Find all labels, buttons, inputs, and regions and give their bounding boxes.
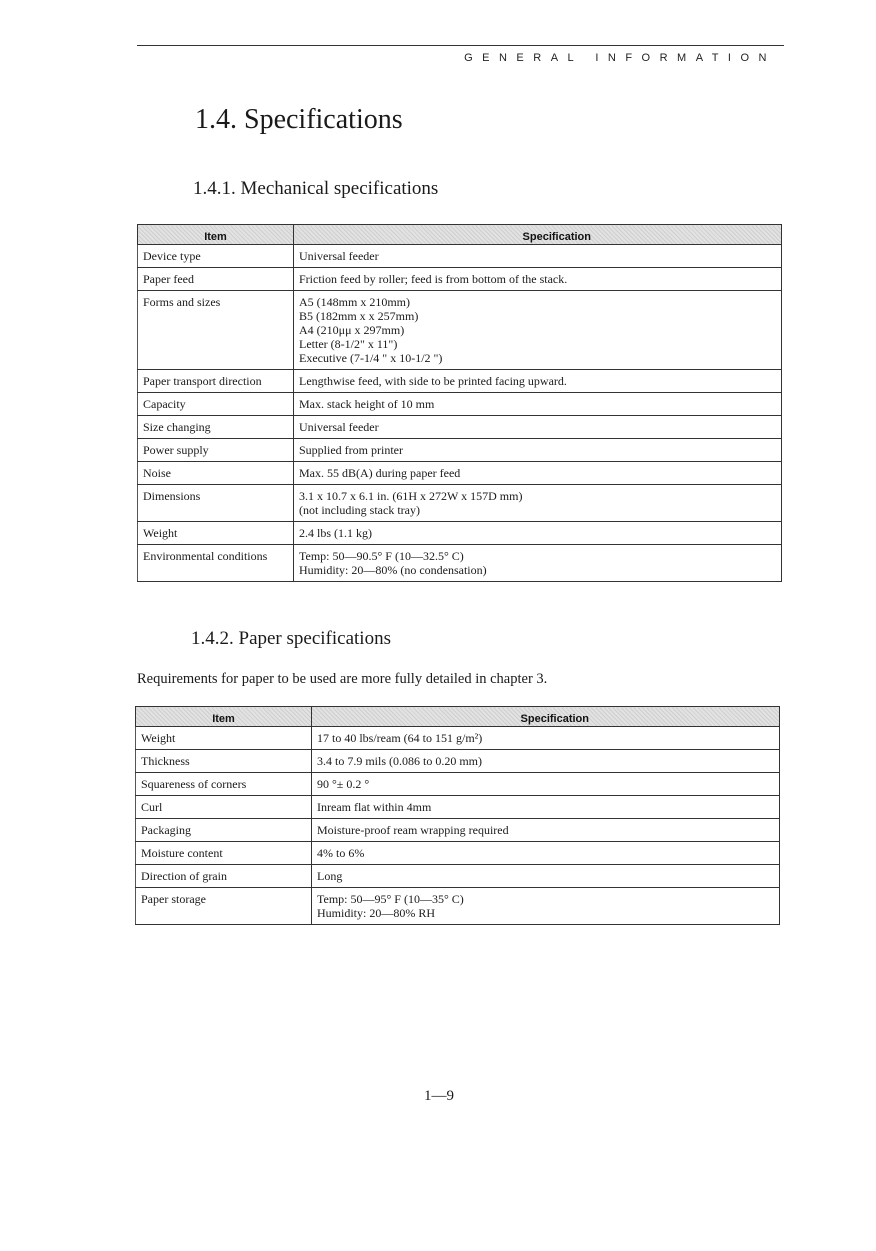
- table-row: [138, 545, 782, 582]
- spec-line: 90 °± 0.2 °: [317, 777, 370, 791]
- column-header-specification: Specification: [294, 225, 782, 245]
- row-spec-cell: [294, 545, 782, 582]
- column-header-specification: Specification: [312, 707, 780, 727]
- row-item-cell: Power supply: [138, 439, 294, 462]
- spec-line: A5 (148mm x 210mm): [299, 295, 410, 309]
- row-item-cell: Capacity: [138, 393, 294, 416]
- spec-line: Temp: 50—90.5° F (10—32.5° C): [299, 549, 464, 563]
- table-row: [136, 865, 780, 888]
- row-item-cell: Squareness of corners: [136, 773, 312, 796]
- mechanical-specs-table: [137, 224, 782, 582]
- table-row: [138, 416, 782, 439]
- row-spec-cell: [294, 393, 782, 416]
- spec-line: Lengthwise feed, with side to be printed facing upward.: [299, 374, 567, 388]
- spec-line: Humidity: 20—80% RH: [317, 906, 436, 920]
- spec-line: Max. stack height of 10 mm: [299, 397, 435, 411]
- row-item-cell: Paper storage: [136, 888, 312, 925]
- table-row: [136, 842, 780, 865]
- spec-line: Executive (7-1/4 " x 10-1/2 "): [299, 351, 443, 365]
- row-spec-cell: [312, 750, 780, 773]
- paper-specs-heading: 1.4.2. Paper specifications: [191, 628, 391, 649]
- row-spec-cell: [294, 522, 782, 545]
- row-spec-cell: [294, 245, 782, 268]
- table-row: [136, 819, 780, 842]
- spec-line: Temp: 50—95° F (10—35° C): [317, 892, 464, 906]
- row-spec-cell: [294, 268, 782, 291]
- table-header-row: [138, 225, 782, 245]
- spec-line: Universal feeder: [299, 249, 379, 263]
- row-item-cell: Moisture content: [136, 842, 312, 865]
- row-spec-cell: [294, 370, 782, 393]
- table-row: [138, 268, 782, 291]
- row-spec-cell: [294, 439, 782, 462]
- header-rule: [137, 45, 784, 46]
- spec-line: 4% to 6%: [317, 846, 365, 860]
- row-spec-cell: [312, 842, 780, 865]
- page-number: 1—9: [424, 1088, 454, 1104]
- row-item-cell: Environmental conditions: [138, 545, 294, 582]
- row-item-cell: Size changing: [138, 416, 294, 439]
- table-row: [138, 245, 782, 268]
- spec-line: 2.4 lbs (1.1 kg): [299, 526, 372, 540]
- row-item-cell: Thickness: [136, 750, 312, 773]
- spec-line: A4 (210μμ x 297mm): [299, 323, 405, 337]
- spec-line: Long: [317, 869, 343, 883]
- row-item-cell: Paper feed: [138, 268, 294, 291]
- paper-specs-table: [135, 706, 780, 925]
- row-spec-cell: [294, 291, 782, 370]
- table-row: [136, 773, 780, 796]
- spec-line: B5 (182mm x x 257mm): [299, 309, 419, 323]
- table-row: [136, 727, 780, 750]
- spec-line: 3.1 x 10.7 x 6.1 in. (61H x 272W x 157D mm): [299, 489, 523, 503]
- row-item-cell: Device type: [138, 245, 294, 268]
- row-item-cell: Packaging: [136, 819, 312, 842]
- table-row: [136, 888, 780, 925]
- spec-line: Max. 55 dB(A) during paper feed: [299, 466, 461, 480]
- spec-line: Inream flat within 4mm: [317, 800, 432, 814]
- row-spec-cell: [312, 865, 780, 888]
- row-spec-cell: [312, 796, 780, 819]
- table-row: [138, 439, 782, 462]
- table-row: [138, 462, 782, 485]
- table-row: [136, 796, 780, 819]
- table-row: [138, 291, 782, 370]
- spec-line: Humidity: 20—80% (no condensation): [299, 563, 487, 577]
- row-spec-cell: [312, 819, 780, 842]
- table-row: [138, 370, 782, 393]
- section-title: 1.4. Specifications: [195, 104, 403, 135]
- table-header-row: [136, 707, 780, 727]
- paper-specs-intro: Requirements for paper to be used are more fully detailed in chapter 3.: [137, 671, 548, 687]
- mechanical-specs-heading: 1.4.1. Mechanical specifications: [193, 178, 439, 199]
- table-row: [138, 393, 782, 416]
- column-header-item: Item: [138, 225, 294, 245]
- row-spec-cell: [294, 485, 782, 522]
- row-item-cell: Direction of grain: [136, 865, 312, 888]
- row-item-cell: Noise: [138, 462, 294, 485]
- running-title: GENERAL INFORMATION: [464, 52, 776, 64]
- spec-line: (not including stack tray): [299, 503, 420, 517]
- spec-line: Letter (8-1/2" x 11"): [299, 337, 398, 351]
- row-item-cell: Weight: [138, 522, 294, 545]
- table-row: [138, 485, 782, 522]
- spec-line: 17 to 40 lbs/ream (64 to 151 g/m²): [317, 731, 483, 745]
- row-item-cell: Dimensions: [138, 485, 294, 522]
- row-spec-cell: [312, 773, 780, 796]
- row-item-cell: Paper transport direction: [138, 370, 294, 393]
- row-item-cell: Curl: [136, 796, 312, 819]
- spec-line: Moisture-proof ream wrapping required: [317, 823, 509, 837]
- row-spec-cell: [312, 727, 780, 750]
- column-header-item: Item: [136, 707, 312, 727]
- spec-line: Supplied from printer: [299, 443, 403, 457]
- row-item-cell: Weight: [136, 727, 312, 750]
- table-row: [138, 522, 782, 545]
- row-spec-cell: [294, 416, 782, 439]
- row-spec-cell: [294, 462, 782, 485]
- table-row: [136, 750, 780, 773]
- row-item-cell: Forms and sizes: [138, 291, 294, 370]
- spec-line: Friction feed by roller; feed is from bottom of the stack.: [299, 272, 568, 286]
- spec-line: 3.4 to 7.9 mils (0.086 to 0.20 mm): [317, 754, 482, 768]
- spec-line: Universal feeder: [299, 420, 379, 434]
- row-spec-cell: [312, 888, 780, 925]
